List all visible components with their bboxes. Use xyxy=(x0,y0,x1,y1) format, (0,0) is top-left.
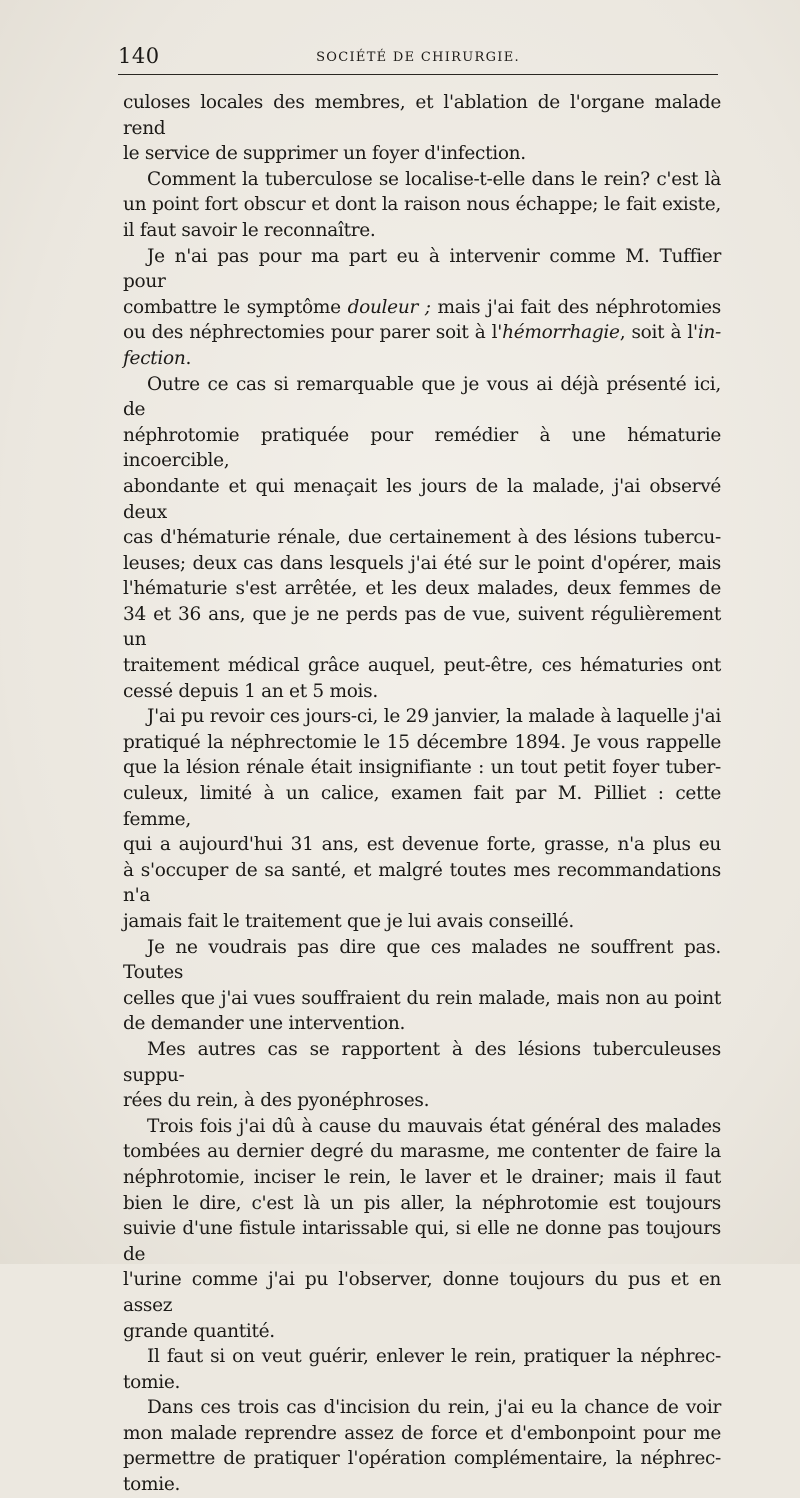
text-line: le service de supprimer un foyer d'infection. xyxy=(123,143,526,165)
text-line: pratiqué la néphrectomie le 15 décembre 1894. Je vous rappelle xyxy=(123,731,721,753)
text-line: fection. xyxy=(123,347,192,369)
text-line: ou des néphrectomies pour parer soit à l'hémorrhagie, soit à l'in- xyxy=(123,322,721,344)
text-line: il faut savoir le reconnaître. xyxy=(123,219,376,241)
text-line: un point fort obscur et dont la raison nous échappe; le fait existe, xyxy=(123,194,721,216)
page-header xyxy=(118,40,718,76)
text-line: 34 et 36 ans, que je ne perds pas de vue, suivent régulièrement un xyxy=(123,603,721,651)
text-line: J'ai pu revoir ces jours-ci, le 29 janvier, la malade à laquelle j'ai xyxy=(147,706,721,728)
text-line: néphrotomie, inciser le rein, le laver et le drainer; mais il faut xyxy=(123,1166,721,1188)
header-rule xyxy=(118,74,718,75)
text-line: mon malade reprendre assez de force et d'embonpoint pour me xyxy=(123,1422,721,1444)
text-line: jamais fait le traitement que je lui avais conseillé. xyxy=(123,911,574,932)
italic-term: in- xyxy=(697,322,721,344)
text-line: l'urine comme j'ai pu l'observer, donne toujours du pus et en assez xyxy=(123,1269,721,1316)
text-line: cessé depuis 1 an et 5 mois. xyxy=(123,680,378,702)
text-line: traitement médical grâce auquel, peut-être, ces hématuries ont xyxy=(123,655,721,677)
text-line: tombées au dernier degré du marasme, me contenter de faire la xyxy=(123,1141,721,1163)
text-line: tomie. xyxy=(123,1474,181,1496)
text-line: de demander une intervention. xyxy=(123,1013,406,1035)
text-line: culeux, limité à un calice, examen fait par M. Pilliet : cette femme, xyxy=(123,783,721,830)
text-line: Je n'ai pas pour ma part eu à intervenir comme M. Tuffier pour xyxy=(123,245,721,293)
text-line: celles que j'ai vues souffraient du rein malade, mais non au point xyxy=(123,987,721,1009)
page-number: 140 xyxy=(118,44,160,68)
text-line: Mes autres cas se rapportent à des lésions tuberculeuses suppu- xyxy=(123,1038,721,1086)
text-line: néphrotomie pratiquée pour remédier à une hématurie incoercible, xyxy=(123,424,721,472)
italic-term: fection xyxy=(123,347,186,369)
text-line: tomie. xyxy=(123,1371,181,1393)
body-text xyxy=(123,90,721,1498)
text-line: cas d'hématurie rénale, due certainement à des lésions tubercu- xyxy=(123,527,721,549)
text-line: Outre ce cas si remarquable que je vous ai déjà présenté ici, de xyxy=(123,373,721,421)
text-line: Il faut si on veut guérir, enlever le rein, pratiquer la néphrec- xyxy=(147,1346,721,1368)
italic-term: douleur ; xyxy=(347,296,431,318)
text-line: bien le dire, c'est là un pis aller, la néphrotomie est toujours xyxy=(123,1192,721,1214)
text-line: permettre de pratiquer l'opération complémentaire, la néphrec- xyxy=(123,1448,721,1470)
italic-term: hémorrhagie xyxy=(502,322,620,344)
text-line: suivie d'une fistule intarissable qui, si elle ne donne pas toujours de xyxy=(123,1218,721,1265)
text-line: abondante et qui menaçait les jours de la malade, j'ai observé deux xyxy=(123,475,721,523)
text-line: l'hématurie s'est arrêtée, et les deux malades, deux femmes de xyxy=(123,578,721,600)
text-line: rées du rein, à des pyonéphroses. xyxy=(123,1090,430,1112)
text-line: culoses locales des membres, et l'ablation de l'organe malade rend xyxy=(123,92,721,139)
text-line: à s'occuper de sa santé, et malgré toutes mes recommandations n'a xyxy=(123,859,721,907)
text-line: Je ne voudrais pas dire que ces malades ne souffrent pas. Toutes xyxy=(123,936,721,984)
text-line: Trois fois j'ai dû à cause du mauvais état général des malades xyxy=(147,1115,721,1137)
text-line: que la lésion rénale était insignifiante : un tout petit foyer tuber- xyxy=(123,757,721,779)
text-line: qui a aujourd'hui 31 ans, est devenue forte, grasse, n'a plus eu xyxy=(123,834,721,856)
running-head: SOCIÉTÉ DE CHIRURGIE. xyxy=(316,50,520,65)
text-line: leuses; deux cas dans lesquels j'ai été sur le point d'opérer, mais xyxy=(123,552,721,574)
text-line: Dans ces trois cas d'incision du rein, j'ai eu la chance de voir xyxy=(147,1397,721,1419)
text-line: combattre le symptôme douleur ; mais j'ai fait des néphrotomies xyxy=(123,296,722,318)
text-line: Comment la tuberculose se localise-t-elle dans le rein? c'est là xyxy=(147,168,721,190)
text-line: grande quantité. xyxy=(123,1320,275,1342)
